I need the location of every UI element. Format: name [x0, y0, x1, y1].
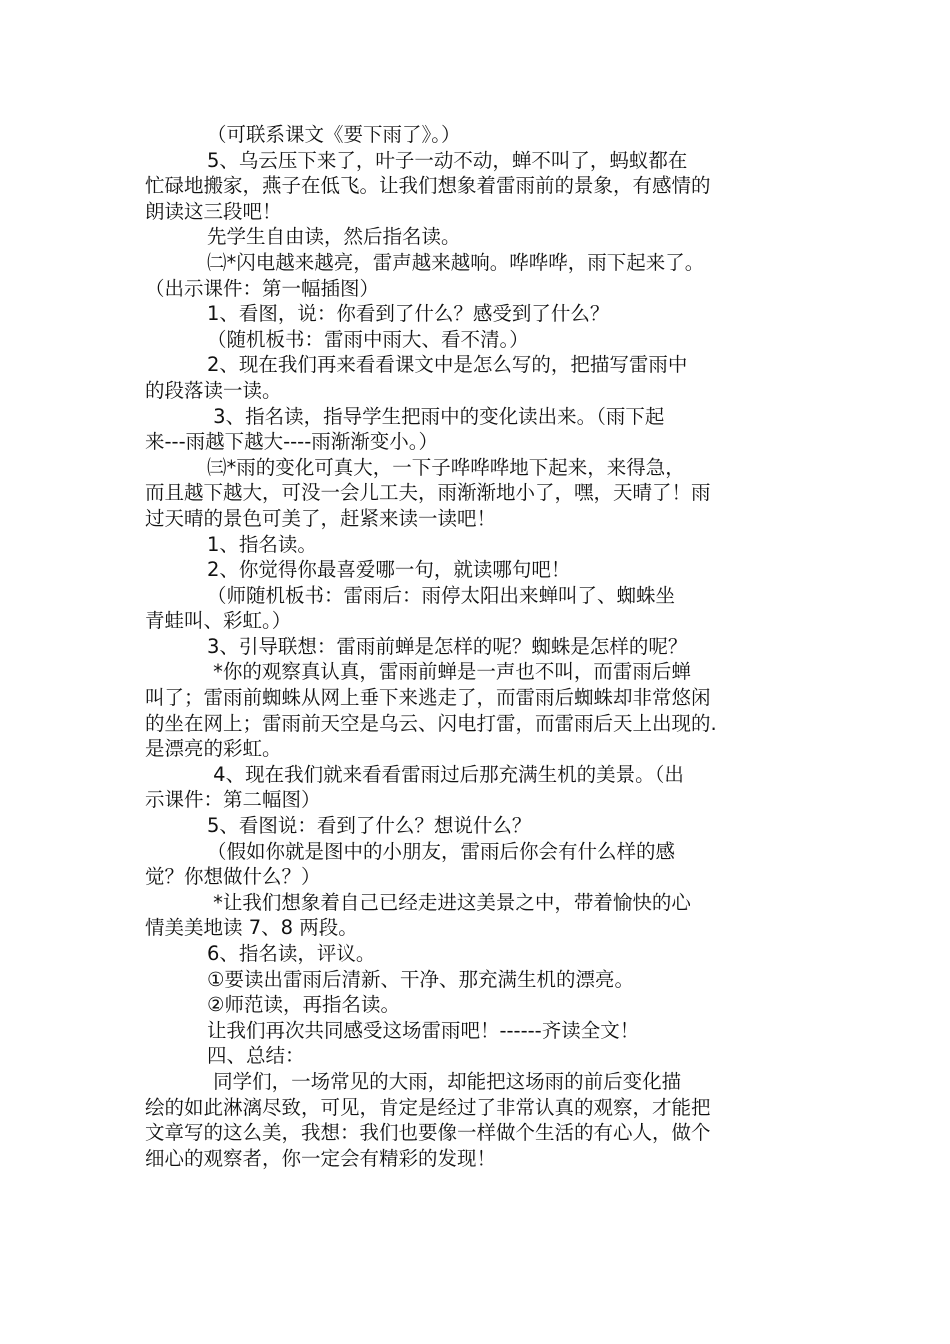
text-line: 朗读这三段吧！ — [145, 199, 282, 223]
text-line: 示课件：第二幅图） — [145, 788, 321, 812]
text-line: 是漂亮的彩虹。 — [145, 737, 282, 761]
text-line: 3、引导联想：雷雨前蝉是怎样的呢？蜘蛛是怎样的呢？ — [145, 634, 688, 658]
text-line: 1、看图，说：你看到了什么？感受到了什么？ — [145, 302, 610, 326]
text-line: （随机板书：雷雨中雨大、看不清。） — [145, 327, 529, 351]
text-line: 来---雨越下越大----雨渐渐变小。） — [145, 430, 439, 454]
text-line: ㈡*闪电越来越亮，雷声越来越响。哗哗哗，雨下起来了。 — [145, 250, 705, 274]
text-line: 而且越下越大，可没一会儿工夫，雨渐渐地小了，嘿，天晴了！雨 — [145, 481, 711, 505]
text-line: 文章写的这么美，我想：我们也要像一样做个生活的有心人，做个 — [145, 1121, 711, 1145]
document-body — [145, 122, 820, 1171]
text-line: *让我们想象着自己已经走进这美景之中，带着愉快的心 — [145, 890, 691, 914]
text-line: 5、看图说：看到了什么？想说什么？ — [145, 814, 532, 838]
text-line: *你的观察真认真，雷雨前蝉是一声也不叫，而雷雨后蝉 — [145, 660, 691, 684]
text-line: （可联系课文《要下雨了》。） — [145, 123, 461, 146]
text-line: 先学生自由读，然后指名读。 — [145, 225, 461, 249]
text-line: 4、现在我们就来看看雷雨过后那充满生机的美景。（出 — [145, 762, 684, 786]
text-line: 的坐在网上；雷雨前天空是乌云、闪电打雷，而雷雨后天上出现的. — [145, 711, 717, 735]
text-line: ②师范读，再指名读。 — [145, 993, 400, 1017]
text-line: 叫了；雷雨前蜘蛛从网上垂下来逃走了，而雷雨后蜘蛛却非常悠闲 — [145, 686, 711, 710]
text-line: （假如你就是图中的小朋友，雷雨后你会有什么样的感 — [145, 839, 675, 863]
text-line: （师随机板书：雷雨后：雨停太阳出来蝉叫了、蜘蛛坐 — [145, 583, 675, 607]
text-line: 过天晴的景色可美了，赶紧来读一读吧！ — [145, 506, 497, 530]
text-line: 忙碌地搬家，燕子在低飞。让我们想象着雷雨前的景象，有感情的 — [145, 174, 711, 198]
text-line: 的段落读一读。 — [145, 378, 282, 402]
text-line: 5、乌云压下来了，叶子一动不动，蝉不叫了，蚂蚁都在 — [145, 148, 688, 172]
text-line: （出示课件：第一幅插图） — [145, 276, 380, 300]
text-line: 2、现在我们再来看看课文中是怎么写的，把描写雷雨中 — [145, 353, 688, 377]
text-line: 同学们，一场常见的大雨，却能把这场雨的前后变化描 — [145, 1069, 682, 1093]
text-line: 细心的观察者，你一定会有精彩的发现！ — [145, 1146, 497, 1170]
text-line: 2、你觉得你最喜爱哪一句，就读哪句吧！ — [145, 558, 571, 582]
text-line: 1、指名读。 — [145, 532, 317, 556]
text-line: 让我们再次共同感受这场雷雨吧！------齐读全文！ — [145, 1018, 640, 1042]
text-line: ㈢*雨的变化可真大，一下子哗哗哗地下起来，来得急， — [145, 455, 685, 479]
text-line: 3、指名读，指导学生把雨中的变化读出来。（雨下起 — [145, 404, 665, 428]
text-line: 青蛙叫、彩虹。） — [145, 609, 292, 633]
text-line: 绘的如此淋漓尽致，可见，肯定是经过了非常认真的观察，才能把 — [145, 1095, 711, 1119]
text-line: 四、总结： — [145, 1044, 305, 1068]
text-line: 情美美地读 7、8 两段。 — [145, 916, 358, 940]
text-line: 觉？你想做什么？） — [145, 865, 321, 889]
text-line: 6、指名读，评议。 — [145, 942, 376, 965]
text-line: ①要读出雷雨后清新、干净、那充满生机的漂亮。 — [145, 967, 634, 991]
